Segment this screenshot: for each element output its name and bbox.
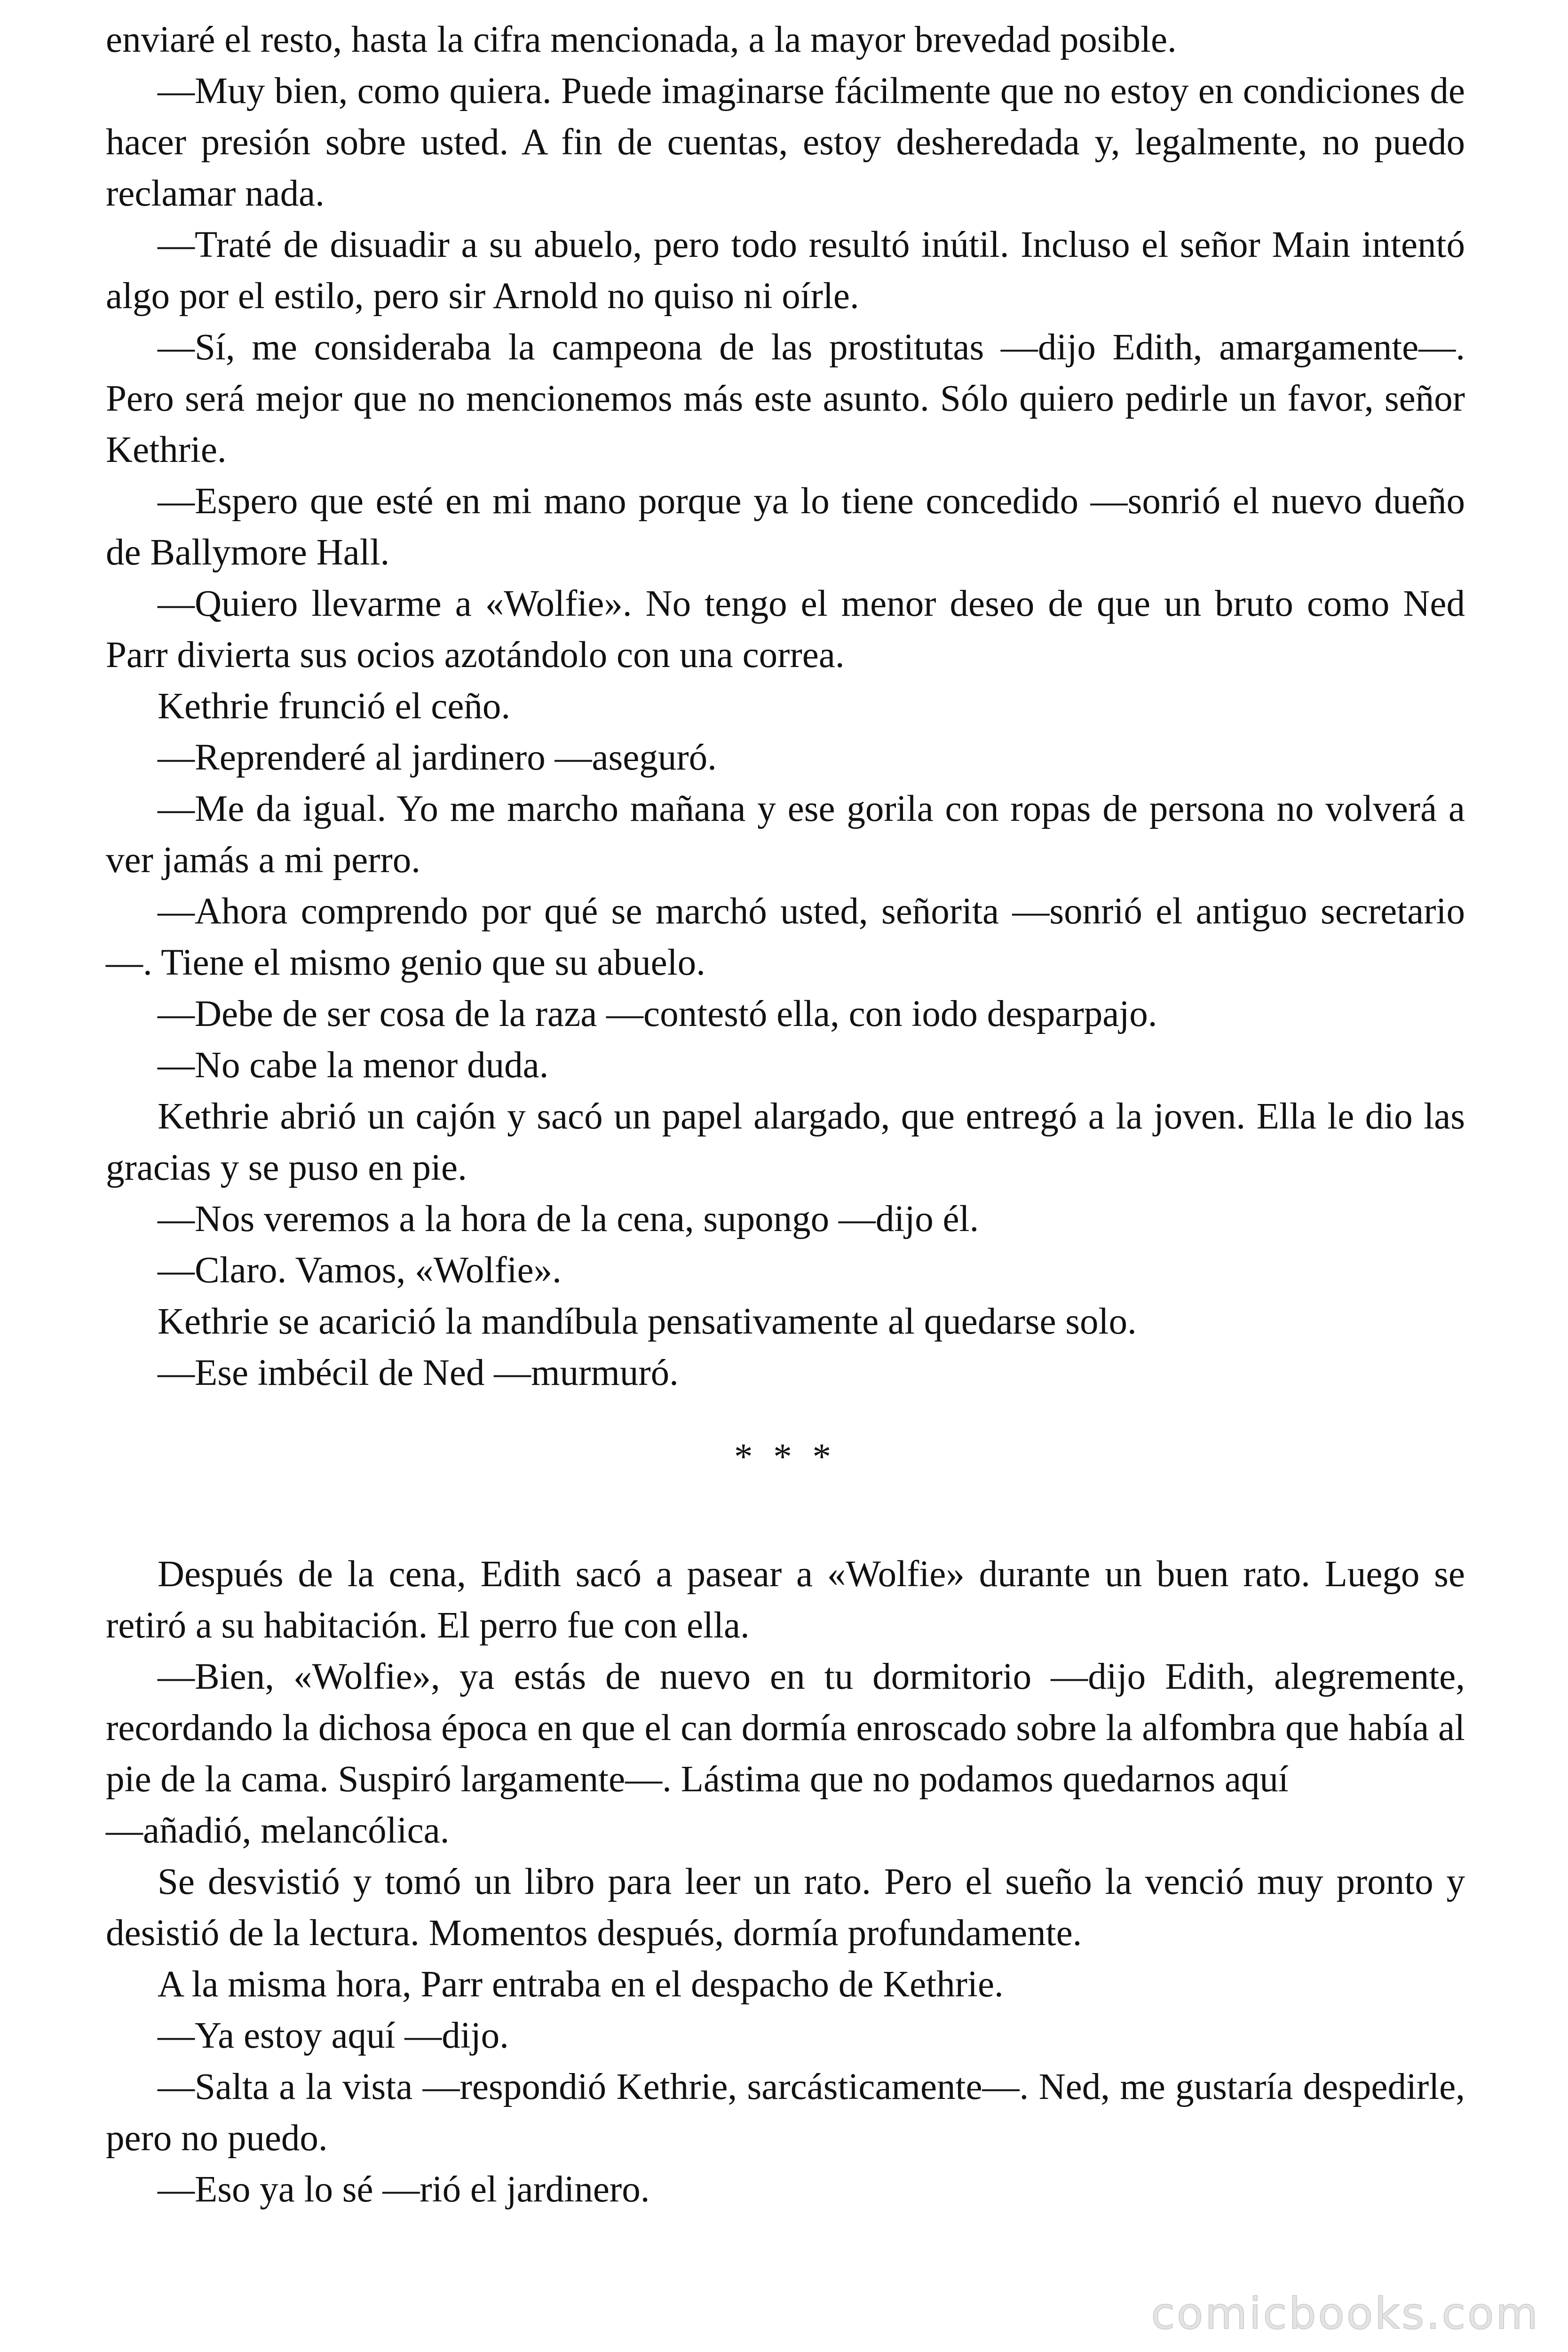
- paragraph: —Ya estoy aquí —dijo.: [158, 2015, 509, 2056]
- watermark: comicbooks.com: [1151, 2288, 1540, 2339]
- paragraph: enviaré el resto, hasta la cifra mencionada, a la mayor brevedad posible.: [106, 19, 1177, 60]
- paragraph: Se desvistió y tomó un libro para leer un rato. Pero el sueño la venció muy pronto y desistió de la lectura. Momentos después, dormía profundamente.: [106, 1861, 1465, 1954]
- paragraph: —Debe de ser cosa de la raza —contestó ella, con iodo desparpajo.: [158, 993, 1157, 1034]
- paragraph: —Ese imbécil de Ned —murmuró.: [158, 1352, 679, 1393]
- paragraph: —Reprenderé al jardinero —aseguró.: [158, 737, 717, 778]
- paragraph: —No cabe la menor duda.: [158, 1045, 549, 1086]
- paragraph: —Me da igual. Yo me marcho mañana y ese gorila con ropas de persona no volverá a ver jamás a mi perro.: [106, 788, 1465, 881]
- paragraph: —Salta a la vista —respondió Kethrie, sarcásticamente—. Ned, me gustaría despedirle, pero no puedo.: [106, 2066, 1465, 2159]
- paragraph: —Muy bien, como quiera. Puede imaginarse fácilmente que no estoy en condiciones de hacer presión sobre usted. A fin de cuentas, estoy desheredada y, legalmente, no puedo reclamar nada.: [106, 71, 1465, 214]
- paragraph: Kethrie abrió un cajón y sacó un papel alargado, que entregó a la joven. Ella le dio las gracias y se puso en pie.: [106, 1096, 1465, 1188]
- paragraph: Kethrie frunció el ceño.: [158, 686, 511, 727]
- paragraph: —Claro. Vamos, «Wolfie».: [158, 1250, 562, 1291]
- paragraph: —Bien, «Wolfie», ya estás de nuevo en tu dormitorio —dijo Edith, alegremente, recordando la dichosa época en que el can dormía enroscado sobre la alfombra que había al pie de la cama. Suspiró largamente—. Lástima que no podamos quedarnos aquí: [106, 1656, 1465, 1800]
- paragraph: —Sí, me consideraba la campeona de las prostitutas —dijo Edith, amargamente—. Pero será mejor que no mencionemos más este asunto. Sólo quiero pedirle un favor, señor Kethrie.: [106, 327, 1465, 470]
- paragraph: —Ahora comprendo por qué se marchó usted, señorita —sonrió el antiguo secretario—. Tiene el mismo genio que su abuelo.: [106, 891, 1465, 983]
- paragraph: —Traté de disuadir a su abuelo, pero todo resultó inútil. Incluso el señor Main intentó algo por el estilo, pero sir Arnold no quiso ni oírle.: [106, 224, 1465, 317]
- paragraph: Después de la cena, Edith sacó a pasear a «Wolfie» durante un buen rato. Luego se retiró a su habitación. El perro fue con ella.: [106, 1554, 1465, 1646]
- paragraph: Kethrie se acarició la mandíbula pensativamente al quedarse solo.: [158, 1301, 1137, 1342]
- paragraph: A la misma hora, Parr entraba en el despacho de Kethrie.: [158, 1964, 1004, 2005]
- paragraph: —Eso ya lo sé —rió el jardinero.: [158, 2169, 650, 2210]
- paragraph: —Espero que esté en mi mano porque ya lo tiene concedido —sonrió el nuevo dueño de Ballymore Hall.: [106, 481, 1465, 573]
- paragraph: —Quiero llevarme a «Wolfie». No tengo el menor deseo de que un bruto como Ned Parr divierta sus ocios azotándolo con una correa.: [106, 583, 1465, 675]
- section-break: * * *: [734, 1437, 837, 1478]
- paragraph: —añadió, melancólica.: [106, 1810, 450, 1851]
- paragraph: —Nos veremos a la hora de la cena, supongo —dijo él.: [158, 1199, 979, 1240]
- document-page: [106, 14, 1465, 2215]
